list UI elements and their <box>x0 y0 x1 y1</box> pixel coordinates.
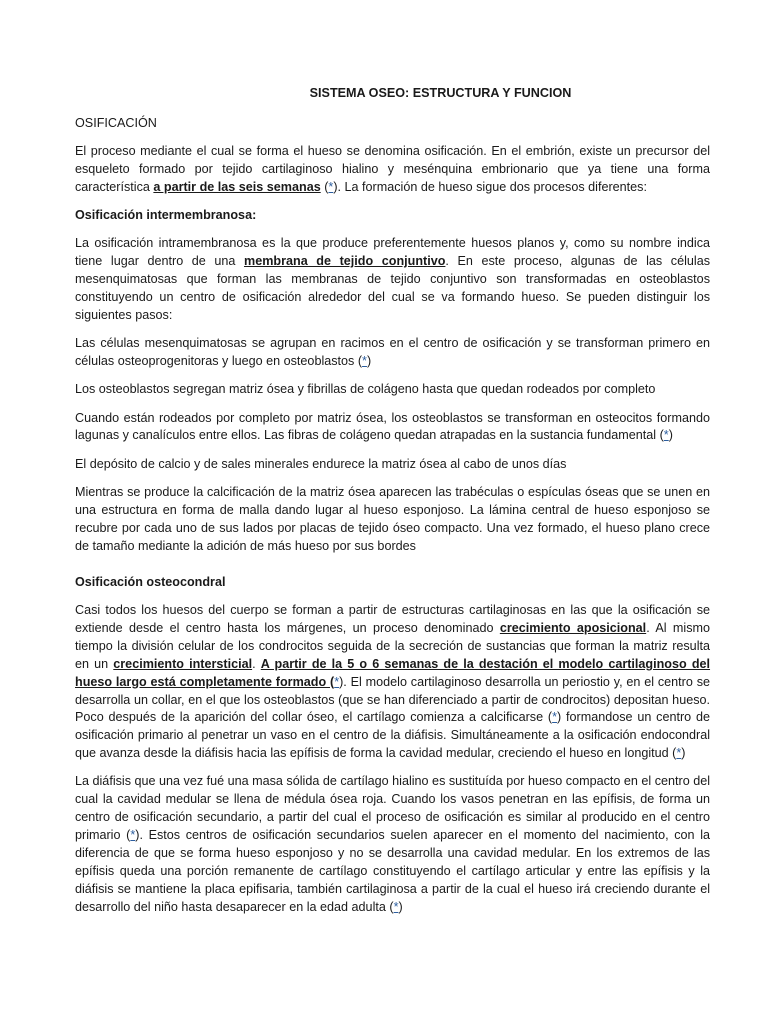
text-run: ) formandose un centro de osificación primario al penetrar un vaso en el centro de la diáfisis. Simultáneamente a la osificación endocondral que avanza desde la diáfisis hacia las epífisis de forma la cavidad medular, creciendo el hueso en longitud ( <box>75 710 710 761</box>
paragraph <box>75 773 710 916</box>
paragraph <box>75 143 710 197</box>
text-run: Cuando están rodeados por completo por matriz ósea, los osteoblastos se transforman en osteocitos formando lagunas y canalículos entre ellos. Las fibras de colágeno quedan atrapadas en la sustancia fundamental ( <box>75 410 710 443</box>
reference-link[interactable]: * <box>552 710 557 725</box>
text-run: Las células mesenquimatosas se agrupan en racimos en el centro de osificación y se transforman primero en células osteoprogenitoras y luego en osteoblastos ( <box>75 336 710 369</box>
emphasized-text: crecimiento aposicional <box>499 620 647 635</box>
text-run: El depósito de calcio y de sales minerales endurece la matriz ósea al cabo de unos días <box>75 456 567 471</box>
emphasized-text: a partir de las seis semanas <box>153 180 321 195</box>
text-run: La osificación intramembranosa es la que produce preferentemente huesos planos y, como su nombre indica tiene lugar dentro de una <box>75 236 710 269</box>
paragraph <box>75 456 710 474</box>
text-run: ). Estos centros de osificación secundarios suelen aparecer en el momento del nacimiento, con la diferencia de que se forma hueso esponjoso y no se desarrolla una cavidad medular. En los extremos de las epífisis queda una porción remanente de cartílago constituyendo el cartílago articular y entre las epífisis y la diáfisis se mantiene la placa epifisaria, también cartilaginosa a partir de la cual el hueso irá creciendo durante el desarrollo del niño hasta desaparecer en la edad adulta ( <box>75 828 711 914</box>
text-run: ) <box>681 746 686 761</box>
reference-link[interactable]: * <box>130 828 136 843</box>
paragraph <box>75 381 710 399</box>
text-run: Casi todos los huesos del cuerpo se forman a partir de estructuras cartilaginosas en las que la osificación se extiende desde el centro hasta los márgenes, un proceso denominado <box>75 603 710 635</box>
reference-link[interactable]: * <box>676 746 682 761</box>
section-label: OSIFICACIÓN <box>75 116 157 130</box>
paragraph <box>75 335 710 371</box>
text-run: La diáfisis que una vez fué una masa sólida de cartílago hialino es sustituída por hueso compacto en el centro del cual la cavidad medular se llena de médula ósea roja. Cuando los vasos penetran en las epífisis, de forma un centro de osificación secundario, a partir del cual el proceso de osificación es similar al producido en el centro primario ( <box>75 774 710 843</box>
reference-link[interactable]: * <box>663 428 669 443</box>
reference-link[interactable]: * <box>328 180 334 195</box>
section-heading <box>75 207 710 225</box>
text-run: . <box>252 656 261 671</box>
reference-link[interactable]: * <box>393 899 399 914</box>
reference-link[interactable]: * <box>362 354 367 369</box>
section-heading <box>75 574 710 592</box>
text-run: . En este proceso, algunas de las células mesenquimatosas que forman las membranas de tejido conjuntivo son transformadas en osteoblastos constituyendo un centro de osificación alrededor del cual se va formando hueso. Se pueden distinguir los siguientes pasos: <box>75 254 710 323</box>
document-title: SISTEMA OSEO: ESTRUCTURA Y FUNCION <box>309 86 572 100</box>
paragraph-list <box>75 143 710 917</box>
text-run: Osificación osteocondral <box>75 574 226 589</box>
text-run: ( <box>320 180 329 195</box>
text-run: ) <box>668 428 673 443</box>
text-run: ). El modelo cartilaginoso desarrolla un periostio y, en el centro se desarrolla un collar, en el que los osteoblastos (que se han diferenciado a partir de condrocitos) depositan hueso. Poco después de la aparición del collar óseo, el cartílago comienza a calcificarse ( <box>75 674 710 725</box>
paragraph <box>75 410 710 446</box>
emphasized-text: crecimiento intersticial <box>113 656 253 671</box>
paragraph-spacer <box>75 566 710 574</box>
text-run: ) <box>398 899 403 914</box>
text-run: ) <box>366 354 372 369</box>
text-run: El proceso mediante el cual se forma el hueso se denomina osificación. En el embrión, existe un precursor del esqueleto formado por tejido cartilaginoso hialino y mesénquina embrionario que ya tiene una forma característica <box>75 144 710 195</box>
text-run: ). La formación de hueso sigue dos procesos diferentes: <box>333 180 647 195</box>
emphasized-text: A partir de la 5 o 6 semanas de la destación el modelo cartilaginoso del hueso largo está completamente formado ( <box>75 656 711 689</box>
reference-link[interactable]: * <box>334 674 340 689</box>
emphasized-text: membrana de tejido conjuntivo <box>244 254 446 269</box>
text-run: . Al mismo tiempo la división celular de los condrocitos seguida de la secreción de sustancias que forman la matriz resulta en un <box>75 620 710 671</box>
paragraph <box>75 602 710 763</box>
text-run: Los osteoblastos segregan matriz ósea y fibrillas de colágeno hasta que quedan rodeados por completo <box>75 382 656 397</box>
text-run: Mientras se produce la calcificación de la matriz ósea aparecen las trabéculas o espículas óseas que se unen en una estructura en forma de malla dando lugar al hueso esponjoso. La lámina central de hueso esponjoso se recubre por cada uno de sus lados por placas de tejido óseo compacto. Una vez formado, el hueso plano crece de tamaño mediante la adición de más hueso por sus bordes <box>75 484 710 553</box>
text-run: Osificación intermembranosa: <box>75 208 257 223</box>
paragraph <box>75 235 710 325</box>
paragraph <box>75 484 710 556</box>
document-content <box>75 84 710 927</box>
